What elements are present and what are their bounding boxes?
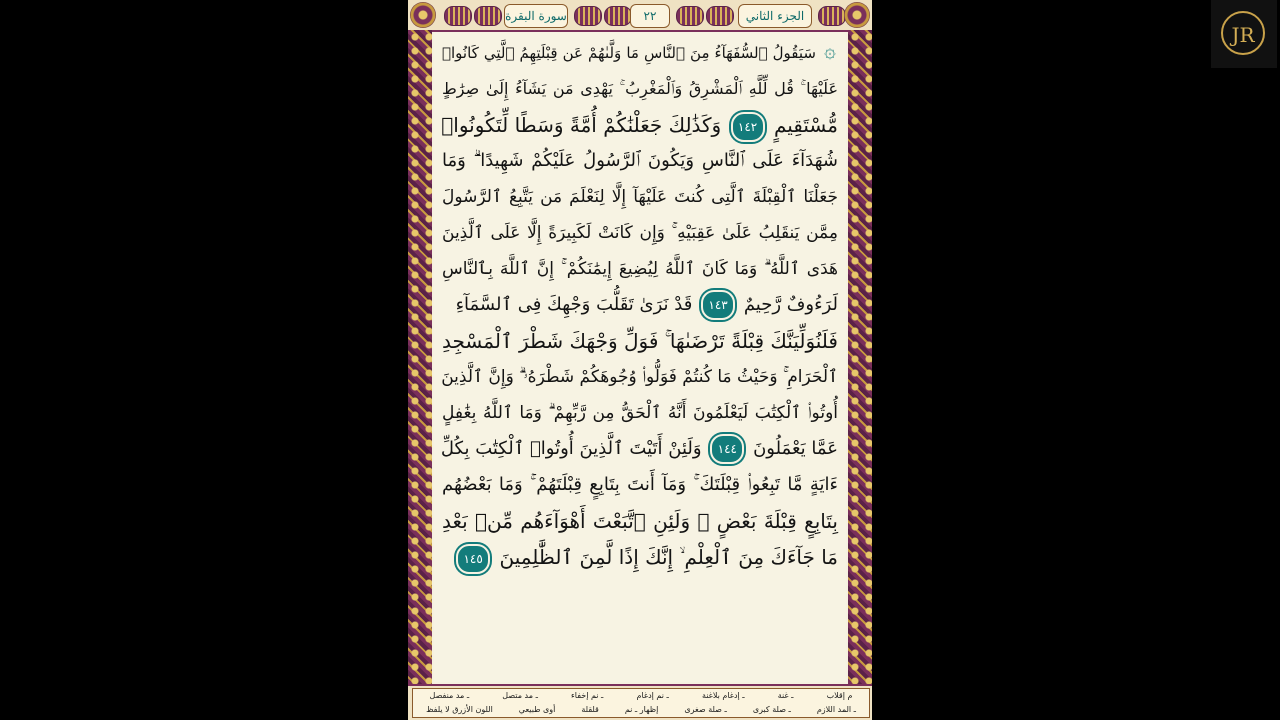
ayah-marker: ١٤٥ <box>456 544 490 574</box>
text-segment: وَلَئِنْ أَتَيْتَ ٱلَّذِينَ أُوتُوا۟ ٱلْكِتَٰبَ بِكُلِّ <box>440 438 702 459</box>
text-line: جَعَلْنَا ٱلْقِبْلَةَ ٱلَّتِى كُنتَ عَلَيْهَآ إِلَّا لِنَعْلَمَ مَن يَتَّبِعُ ٱلرَّسُولَ <box>442 187 838 207</box>
text-line <box>442 106 838 144</box>
left-border <box>408 30 432 684</box>
text-line: فَلَنُوَلِّيَنَّكَ قِبْلَةً تَرْضَىٰهَا ۚ فَوَلِّ وَجْهَكَ شَطْرَ ٱلْمَسْجِدِ <box>442 329 838 353</box>
ornament-icon <box>604 6 632 26</box>
text-line: شُهَدَآءَ عَلَى ٱلنَّاسِ وَيَكُونَ ٱلرَّسُولُ عَلَيْكُمْ شَهِيدًا ۗ وَمَا <box>442 150 838 171</box>
surah-name: سورة البقرة <box>504 4 568 28</box>
page-number: ٢٢ <box>630 4 670 28</box>
ayah-marker: ١٤٣ <box>701 290 735 320</box>
logo-icon: JR <box>1221 11 1265 55</box>
legend-item: ـ المد اللازم <box>816 705 857 714</box>
tajweed-legend <box>412 688 870 718</box>
text-segment: وَكَذَٰلِكَ جَعَلْنَٰكُمْ أُمَّةً وَسَطًا لِّتَكُونُوا۟ <box>441 113 722 137</box>
legend-item: ـ صلة صغرى <box>684 705 727 714</box>
text-segment: مَا جَآءَكَ مِنَ ٱلْعِلْمِ ۙ إِنَّكَ إِذًا لَّمِنَ ٱلظَّٰلِمِينَ <box>499 545 838 569</box>
hizb-marker-icon: ۞ <box>824 38 836 62</box>
legend-item: ـ نم إخفاء <box>571 691 604 700</box>
legend-item: اللون الأزرق لا يلفظ <box>426 705 493 714</box>
text-line <box>442 286 838 324</box>
text-line: ءَايَةٍ مَّا تَبِعُوا۟ قِبْلَتَكَ ۚ وَمَآ أَنتَ بِتَابِعٍ قِبْلَتَهُمْ ۚ وَمَا بَعْضُهُم <box>442 474 838 495</box>
text-line: عَلَيْهَا ۚ قُل لِّلَّهِ ٱلْمَشْرِقُ وَٱلْمَغْرِبُ ۚ يَهْدِى مَن يَشَآءُ إِلَىٰ صِرَٰطٍ <box>442 79 838 98</box>
quran-text <box>434 32 846 682</box>
legend-item: ـ غنة <box>777 691 794 700</box>
right-border <box>848 30 872 684</box>
channel-logo <box>1211 0 1277 68</box>
ornament-icon <box>818 6 846 26</box>
legend-item: قلقلة <box>581 705 599 714</box>
text-segment: عَمَّا يَعْمَلُونَ <box>753 438 838 459</box>
ornament-icon <box>474 6 502 26</box>
quran-page <box>408 0 872 720</box>
legend-row <box>413 689 869 703</box>
legend-item: إظهار ـ نم <box>624 705 659 714</box>
text-segment: قَدْ نَرَىٰ تَقَلُّبَ وَجْهِكَ فِى ٱلسَّمَآءِ <box>455 294 693 315</box>
juz-name: الجزء الثاني <box>738 4 812 28</box>
legend-item: ـ إدغام بلاغنة <box>701 691 745 700</box>
ornament-icon <box>706 6 734 26</box>
ayah-marker: ١٤٢ <box>731 112 765 142</box>
text-line: أُوتُوا۟ ٱلْكِتَٰبَ لَيَعْلَمُونَ أَنَّهُ ٱلْحَقُّ مِن رَّبِّهِمْ ۗ وَمَا ٱللَّهُ بِغَٰفِلٍ <box>442 403 838 423</box>
text-segment: مُّسْتَقِيمٍ <box>773 113 838 137</box>
legend-item: ـ مد متصل <box>502 691 538 700</box>
legend-item: ـ مد منفصل <box>429 691 470 700</box>
ornament-icon <box>676 6 704 26</box>
corner-ornament-icon <box>844 2 870 28</box>
page-header-frame <box>408 0 872 32</box>
corner-ornament-icon <box>410 2 436 28</box>
legend-item: أوى طبيعي <box>518 705 556 714</box>
text-line: ٱلْحَرَامِ ۚ وَحَيْثُ مَا كُنتُمْ فَوَلُّوا۟ وُجُوهَكُمْ شَطْرَهُۥ ۗ وَإِنَّ ٱلَّذِينَ <box>441 367 838 387</box>
legend-item: ـ صلة كبرى <box>752 705 791 714</box>
text-line: بِتَابِعٍ قِبْلَةَ بَعْضٍ ۚ وَلَئِنِ ٱتَّبَعْتَ أَهْوَآءَهُم مِّنۢ بَعْدِ <box>442 509 838 533</box>
legend-row <box>413 703 869 717</box>
legend-item: ـ نم إدغام <box>636 691 669 700</box>
ornament-icon <box>574 6 602 26</box>
text-line <box>442 430 838 468</box>
text-segment: لَرَءُوفٌ رَّحِيمٌ <box>743 294 838 315</box>
ornament-icon <box>444 6 472 26</box>
ayah-marker: ١٤٤ <box>710 434 744 464</box>
legend-item: م إقلاب <box>826 691 853 700</box>
text-line: هَدَى ٱللَّهُ ۗ وَمَا كَانَ ٱللَّهُ لِيُضِيعَ إِيمَٰنَكُمْ ۚ إِنَّ ٱللَّهَ بِٱلنَّاسِ <box>442 259 838 279</box>
text-line <box>442 538 838 576</box>
text-line: سَيَقُولُ ٱلسُّفَهَآءُ مِنَ ٱلنَّاسِ مَا وَلَّىٰهُمْ عَن قِبْلَتِهِمُ ٱلَّتِي كَانُوا۟ <box>442 44 816 62</box>
text-line: مِمَّن يَنقَلِبُ عَلَىٰ عَقِبَيْهِ ۚ وَإِن كَانَتْ لَكَبِيرَةً إِلَّا عَلَى ٱلَّذِينَ <box>442 223 838 243</box>
